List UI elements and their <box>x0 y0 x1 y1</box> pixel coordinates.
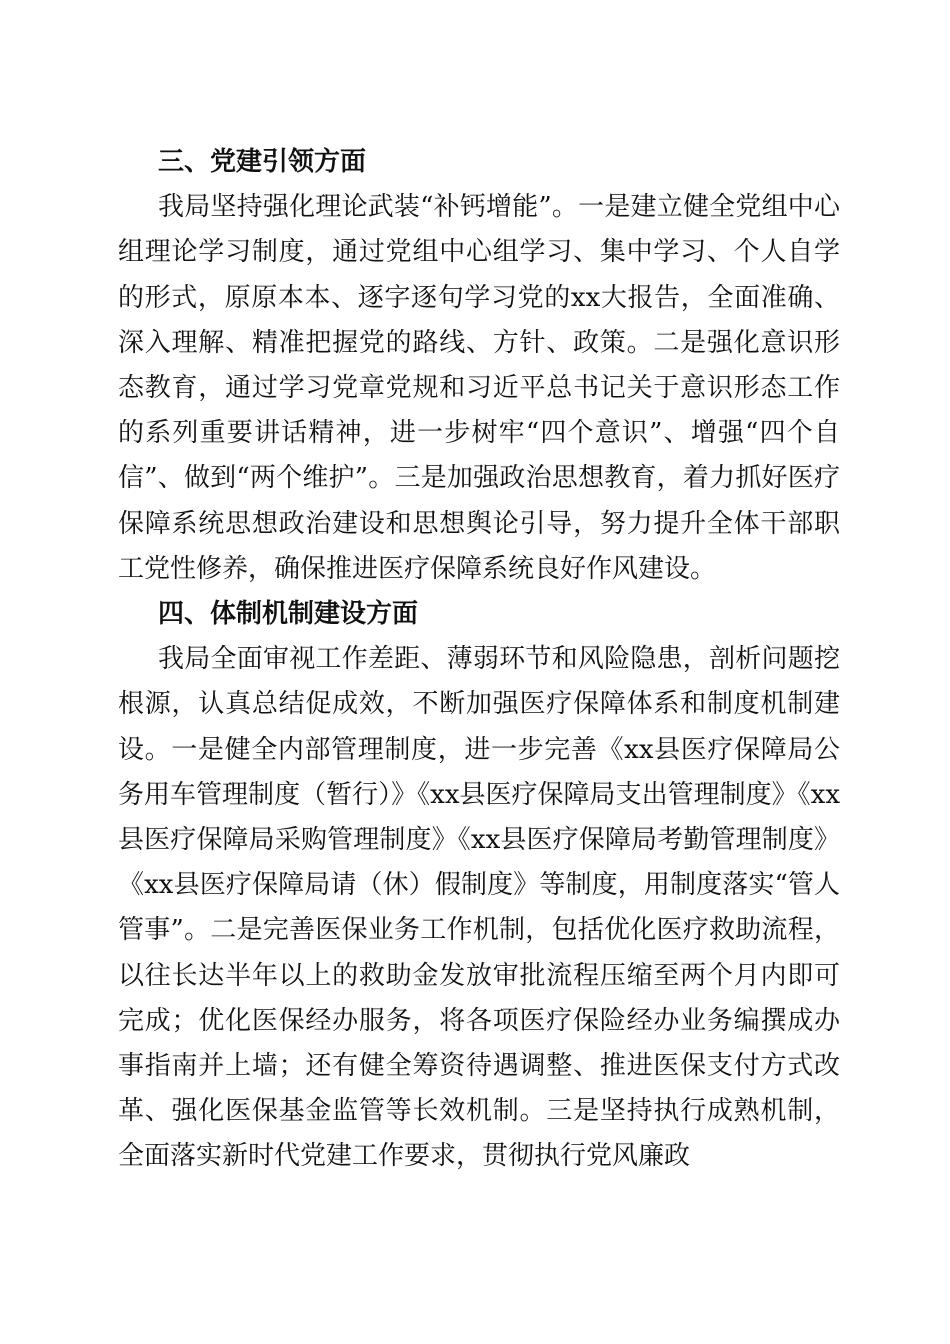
section-paragraph-party-building: 我局坚持强化理论武装“补钙增能”。一是建立健全党组中心组理论学习制度，通过党组中心组学习、集中学习、个人自学的形式，原原本本、逐字逐句学习党的xx大报告，全面准确、深入理解、精准把握党的路线、方针、政策。二是强化意识形态教育，通过学习党章党规和习近平总书记关于意识形态工作的系列重要讲话精神，进一步树牢“四个意识”、增强“四个自信”、做到“两个维护”。三是加强政治思想教育，着力抓好医疗保障系统思想政治建设和思想舆论引导，努力提升全体干部职工党性修养，确保推进医疗保障系统良好作风建设。 <box>118 192 840 584</box>
document-body <box>118 140 840 1180</box>
section-heading-party-building: 三、党建引领方面 <box>158 147 367 177</box>
section-heading-institutional-mechanism: 四、体制机制建设方面 <box>158 599 419 630</box>
section-paragraph-institutional-mechanism: 我局全面审视工作差距、薄弱环节和风险隐患，剖析问题挖根源，认真总结促成效，不断加强医疗保障体系和制度机制建设。一是健全内部管理制度，进一步完善《xx县医疗保障局公务用车管理制度（暂行）》《xx县医疗保障局支出管理制度》《xx县医疗保障局采购管理制度》《xx县医疗保障局考勤管理制度》《xx县医疗保障局请（休）假制度》等制度，用制度落实“管人管事”。二是完善医保业务工作机制，包括优化医疗救助流程，以往长达半年以上的救助金发放审批流程压缩至两个月内即可完成；优化医保经办服务，将各项医疗保险经办业务编撰成办事指南并上墙；还有健全筹资待遇调整、推进医保支付方式改革、强化医保基金监管等长效机制。三是坚持执行成熟机制，全面落实新时代党建工作要求，贯彻执行党风廉政 <box>118 644 840 1172</box>
